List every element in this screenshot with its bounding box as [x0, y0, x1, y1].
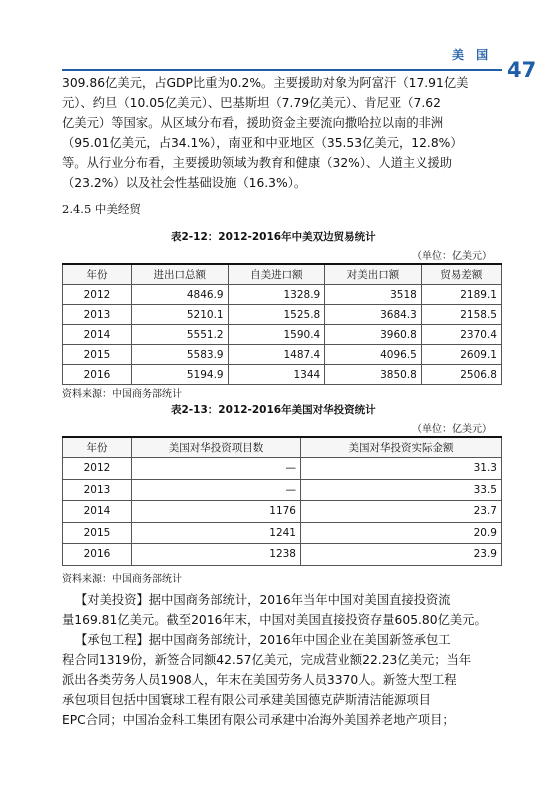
col-header: 美国对华投资项目数: [132, 437, 301, 458]
paragraph-line: （95.01亿美元，占34.1%），南亚和中亚地区（35.53亿美元，12.8%）: [62, 136, 463, 150]
cell: 23.7: [301, 501, 502, 523]
paragraph-line: 等。从行业分布看，主要援助领域为教育和健康（32%）、人道主义援助: [62, 156, 453, 170]
cell: 2506.8: [421, 365, 501, 385]
paragraph-line: 量169.81亿美元。截至2016年末，中国对美国直接投资存量605.80亿美元。: [62, 613, 487, 627]
cell: 1176: [132, 501, 301, 523]
cell: 1590.4: [228, 325, 325, 345]
cell: 3518: [325, 285, 422, 305]
trade-table: [62, 263, 502, 385]
cell: 4096.5: [325, 345, 422, 365]
paragraph-line: （23.2%）以及社会性基础设施（16.3%）。: [62, 176, 307, 190]
col-header: 自美进口额: [228, 264, 325, 285]
col-header: 年份: [63, 437, 132, 458]
table-row: [63, 325, 502, 345]
paragraph-line: 承包项目包括中国寰球工程有限公司承建美国德克萨斯清洁能源项目: [62, 693, 431, 707]
table-header-row: [63, 437, 502, 458]
cell: 4846.9: [132, 285, 229, 305]
cell: 1238: [132, 544, 301, 566]
paragraph-line: 【承包工程】据中国商务部统计，2016年中国企业在美国新签承包工: [75, 633, 451, 647]
cell: 1344: [228, 365, 325, 385]
cell: 3960.8: [325, 325, 422, 345]
table2-source: 资料来源：中国商务部统计: [62, 574, 182, 585]
paragraph-line: 元）、约旦（10.05亿美元）、巴基斯坦（7.79亿美元）、肯尼亚（7.62: [62, 96, 441, 110]
paragraph-line: 派出各类劳务人员1908人，年末在美国劳务人员3370人。新签大型工程: [62, 673, 457, 687]
page-number: 47: [507, 58, 537, 82]
cell: 5210.1: [132, 305, 229, 325]
cell: 2014: [63, 501, 132, 523]
cell: 2158.5: [421, 305, 501, 325]
section-heading: 2.4.5 中美经贸: [62, 202, 141, 216]
cell: 1487.4: [228, 345, 325, 365]
paragraph-line: 亿美元）等国家。从区域分布看，援助资金主要流向撒哈拉以南的非洲: [62, 116, 444, 130]
cell: 5194.9: [132, 365, 229, 385]
paragraph-line: 309.86亿美元，占GDP比重为0.2%。主要援助对象为阿富汗（17.91亿美: [62, 76, 469, 90]
table1-unit: （单位：亿美元）: [412, 251, 492, 262]
col-header: 贸易差额: [421, 264, 501, 285]
table-row: [63, 501, 502, 523]
cell: —: [132, 479, 301, 501]
cell: 5583.9: [132, 345, 229, 365]
running-header-country: 美 国: [452, 48, 493, 62]
table-row: [63, 544, 502, 566]
cell: 2012: [63, 458, 132, 480]
cell: 1241: [132, 522, 301, 544]
col-header: 年份: [63, 264, 132, 285]
table-row: [63, 285, 502, 305]
paragraph-line: EPC合同；中国冶金科工集团有限公司承建中冶海外美国养老地产项目；: [62, 713, 455, 727]
cell: 2013: [63, 305, 132, 325]
cell: 5551.2: [132, 325, 229, 345]
table-header-row: [63, 264, 502, 285]
table-row: [63, 458, 502, 480]
cell: 2012: [63, 285, 132, 305]
table1-source: 资料来源：中国商务部统计: [62, 389, 182, 400]
cell: 1525.8: [228, 305, 325, 325]
cell: 3684.3: [325, 305, 422, 325]
col-header: 对美出口额: [325, 264, 422, 285]
header-rule: [62, 69, 502, 71]
cell: 2189.1: [421, 285, 501, 305]
cell: 2013: [63, 479, 132, 501]
investment-table: [62, 436, 502, 566]
cell: 1328.9: [228, 285, 325, 305]
cell: 23.9: [301, 544, 502, 566]
cell: 2014: [63, 325, 132, 345]
table-row: [63, 365, 502, 385]
table-row: [63, 522, 502, 544]
cell: 2016: [63, 365, 132, 385]
cell: 20.9: [301, 522, 502, 544]
col-header: 进出口总额: [132, 264, 229, 285]
cell: 2609.1: [421, 345, 501, 365]
table1-caption: 表2-12：2012-2016年中美双边贸易统计: [171, 231, 376, 243]
table-row: [63, 479, 502, 501]
table-row: [63, 305, 502, 325]
cell: 2015: [63, 522, 132, 544]
cell: 31.3: [301, 458, 502, 480]
paragraph-line: 程合同1319份，新签合同额42.57亿美元，完成营业额22.23亿美元；当年: [62, 653, 472, 667]
table2-caption: 表2-13：2012-2016年美国对华投资统计: [171, 404, 376, 416]
table-row: [63, 345, 502, 365]
col-header: 美国对华投资实际金额: [301, 437, 502, 458]
table2-unit: （单位：亿美元）: [412, 424, 492, 435]
cell: 2370.4: [421, 325, 501, 345]
cell: 3850.8: [325, 365, 422, 385]
cell: —: [132, 458, 301, 480]
cell: 2016: [63, 544, 132, 566]
cell: 33.5: [301, 479, 502, 501]
cell: 2015: [63, 345, 132, 365]
paragraph-line: 【对美投资】据中国商务部统计，2016年当年中国对美国直接投资流: [75, 593, 451, 607]
